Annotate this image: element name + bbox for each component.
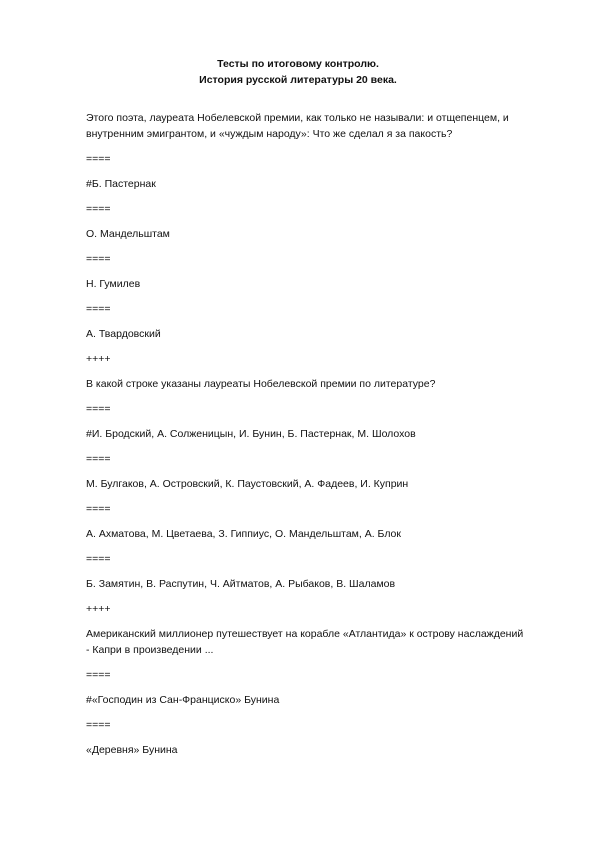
separator: ====	[86, 203, 111, 215]
separator: ====	[86, 503, 111, 515]
answer-option: Н. Гумилев	[86, 278, 141, 290]
document-body	[86, 110, 526, 758]
answer-option: А. Твардовский	[86, 328, 161, 340]
separator: ====	[86, 553, 111, 565]
answer-option: «Деревня» Бунина	[86, 744, 178, 756]
title-line-2: История русской литературы 20 века.	[199, 74, 397, 86]
separator: ====	[86, 453, 111, 465]
separator: ====	[86, 153, 111, 165]
question-1-text: Этого поэта, лауреата Нобелевской премии, как только не называли: и отщепенцем, и внутренним эмигрантом, и «чуждым народу»: Что же сделал я за пакость?	[86, 112, 509, 140]
question-separator: ++++	[86, 353, 111, 365]
answer-option: М. Булгаков, А. Островский, К. Паустовский, А. Фадеев, И. Куприн	[86, 478, 409, 490]
answer-option-correct: #Б. Пастернак	[86, 178, 156, 190]
question-separator: ++++	[86, 603, 111, 615]
title-line-1: Тесты по итоговому контролю.	[217, 58, 379, 70]
separator: ====	[86, 253, 111, 265]
separator: ====	[86, 403, 111, 415]
answer-option: О. Мандельштам	[86, 228, 170, 240]
question-2-text: В какой строке указаны лауреаты Нобелевской премии по литературе?	[86, 378, 436, 390]
separator: ====	[86, 303, 111, 315]
answer-option-correct: #И. Бродский, А. Солженицын, И. Бунин, Б. Пастернак, М. Шолохов	[86, 428, 416, 440]
separator: ====	[86, 719, 111, 731]
document-title	[0, 56, 596, 88]
separator: ====	[86, 669, 111, 681]
answer-option-correct: #«Господин из Сан-Франциско» Бунина	[86, 694, 280, 706]
question-3-text: Американский миллионер путешествует на корабле «Атлантида» к острову наслаждений - Капри в произведении ...	[86, 628, 524, 656]
answer-option: А. Ахматова, М. Цветаева, З. Гиппиус, О. Мандельштам, А. Блок	[86, 528, 401, 540]
answer-option: Б. Замятин, В. Распутин, Ч. Айтматов, А. Рыбаков, В. Шаламов	[86, 578, 396, 590]
